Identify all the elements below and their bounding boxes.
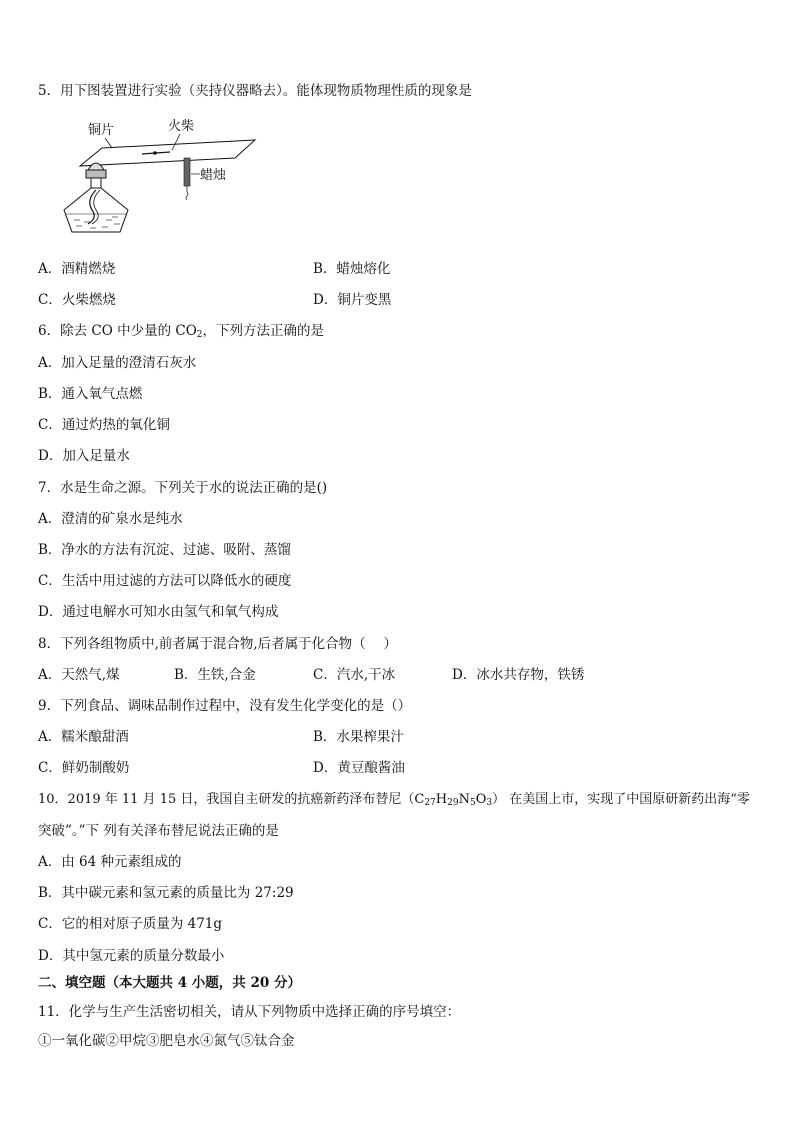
q5-stem: 5．用下图装置进行实验（夹持仪器略去）。能体现物质物理性质的现象是 xyxy=(38,83,472,99)
q8-option-c: C．汽水,干冰 xyxy=(313,667,396,683)
q10-option-c: C．它的相对原子质量为 471g xyxy=(38,916,223,932)
q11-items: ①一氧化碳②甲烷③肥皂水④氮气⑤钛合金 xyxy=(38,1033,295,1049)
q6-stem: 6．除去 CO 中少量的 $CO_2$，下列方法正确的是 xyxy=(38,323,324,340)
q7-option-d: D．通过电解水可知水由氢气和氧气构成 xyxy=(38,604,279,620)
q6-option-b: B．通入氧气点燃 xyxy=(38,386,143,402)
q7-option-b: B．净水的方法有沉淀、过滤、吸附、蒸馏 xyxy=(38,542,291,558)
q11-stem: 11．化学与生产生活密切相关，请从下列物质中选择正确的序号填空： xyxy=(38,1004,461,1020)
q9-option-b: B．水果榨果汁 xyxy=(313,729,404,745)
q8-option-a: A．天然气,煤 xyxy=(38,667,120,683)
q5-option-c: C．火柴燃烧 xyxy=(38,292,116,308)
q9-option-a: A．糯米酿甜酒 xyxy=(38,729,129,745)
q6-option-c: C．通过灼热的氧化铜 xyxy=(38,417,170,433)
q8-stem: 8．下列各组物质中,前者属于混合物,后者属于化合物（ ） xyxy=(38,636,397,652)
q7-option-a: A．澄清的矿泉水是纯水 xyxy=(38,511,183,527)
label-copper: 铜片 xyxy=(88,123,115,138)
q10-option-a: A．由 64 种元素组成的 xyxy=(38,854,182,870)
q8-option-b: B．生铁,合金 xyxy=(174,667,256,683)
q9-option-d: D．黄豆酿酱油 xyxy=(313,760,405,776)
q9-stem: 9．下列食品、调味品制作过程中，没有发生化学变化的是（） xyxy=(38,698,412,714)
q6-option-d: D．加入足量水 xyxy=(38,448,130,464)
q7-stem: 7．水是生命之源。下列关于水的说法正确的是() xyxy=(38,480,328,496)
q5-option-d: D．铜片变黑 xyxy=(313,292,392,308)
experiment-apparatus-figure xyxy=(50,110,270,240)
q5-option-a: A．酒精燃烧 xyxy=(38,261,116,277)
q10-stem-line2: 突破”。”下 列有关泽布替尼说法正确的是 xyxy=(38,823,279,839)
copper-plate-shape xyxy=(80,140,255,166)
section-2-title: 二、填空题（本大题共 4 小题，共 20 分） xyxy=(38,975,301,991)
q10-option-b: B．其中碳元素和氢元素的质量比为 27:29 xyxy=(38,885,294,901)
alcohol-lamp-shape xyxy=(64,163,128,232)
candle-shape xyxy=(184,158,190,186)
q6-option-a: A．加入足量的澄清石灰水 xyxy=(38,355,197,371)
q7-option-c: C．生活中用过滤的方法可以降低水的硬度 xyxy=(38,573,292,589)
label-candle: 蜡烛 xyxy=(200,168,227,183)
q8-option-d: D．冰水共存物，铁锈 xyxy=(452,667,585,683)
q10-stem-line1: 10．2019 年 11 月 15 日，我国自主研发的抗癌新药泽布替尼$(C_{27}H_{29}N_5O_3)$ 在美国上市，实现了中国原研新药出海“零 xyxy=(38,792,750,808)
q10-option-d: D．其中氢元素的质量分数最小 xyxy=(38,948,225,964)
label-match: 火柴 xyxy=(168,119,195,134)
q9-option-c: C．鲜奶制酸奶 xyxy=(38,760,130,776)
q5-option-b: B．蜡烛熔化 xyxy=(313,261,391,277)
